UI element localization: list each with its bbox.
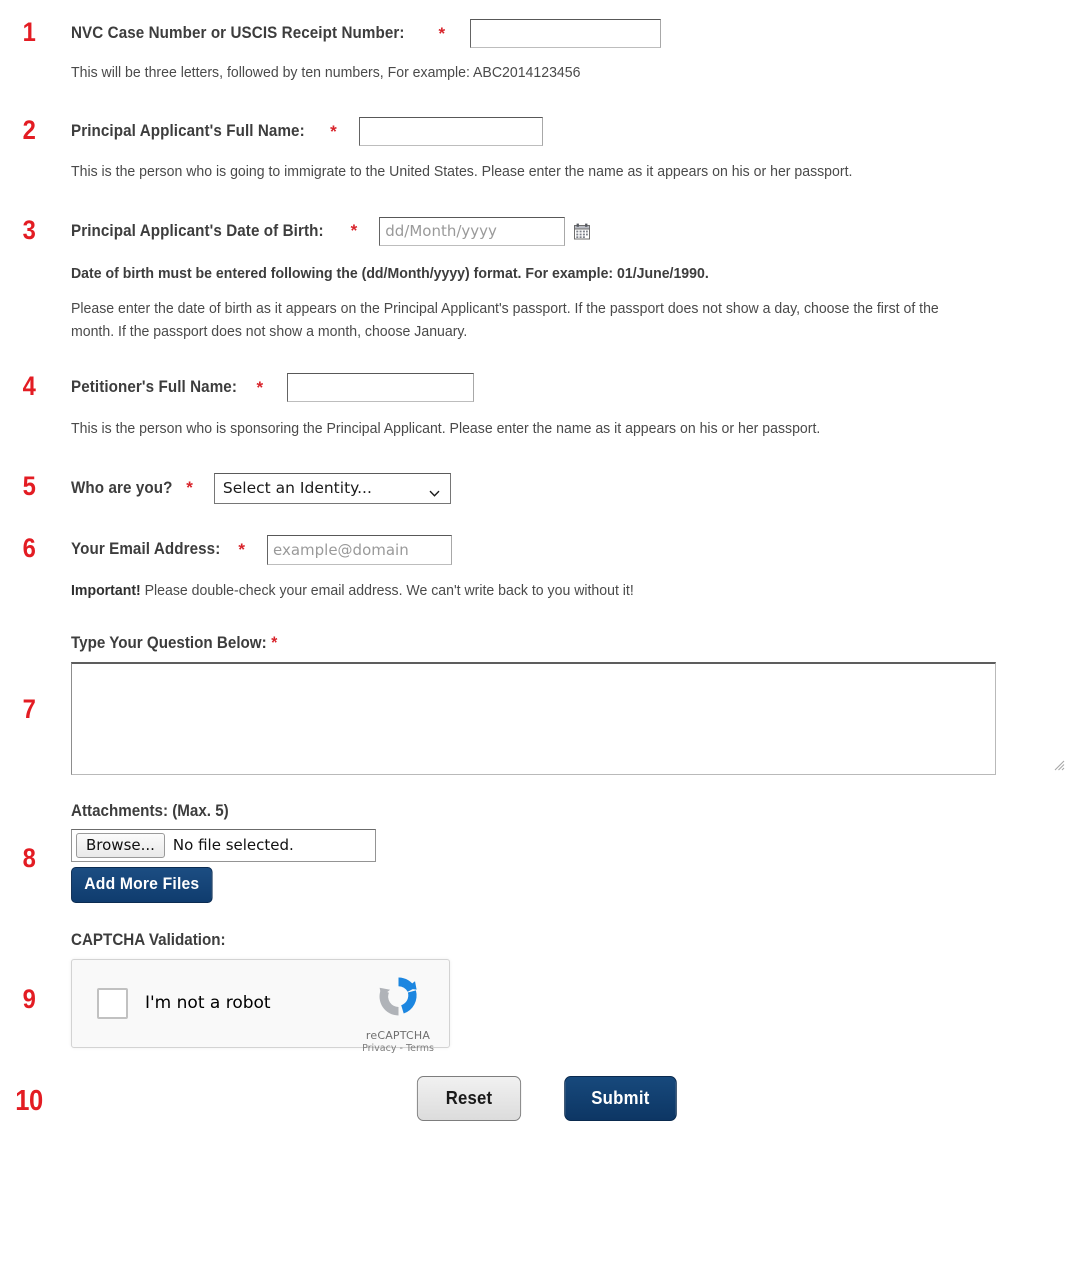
form-row-5 bbox=[0, 470, 1069, 504]
nvc-case-number-input[interactable] bbox=[470, 19, 661, 48]
nvc-case-number-label: NVC Case Number or USCIS Receipt Number: bbox=[71, 24, 405, 42]
reset-button[interactable]: Reset bbox=[417, 1076, 521, 1121]
nvc-case-number-help: This will be three letters, followed by ten numbers, For example: ABC2014123456 bbox=[71, 64, 581, 81]
file-status-text: No file selected. bbox=[172, 836, 294, 855]
date-of-birth-help: Please enter the date of birth as it appears on the Principal Applicant's passport. If the passport does not show a day, choose the first of the month. If the passport does not show a month, choose January. bbox=[71, 299, 939, 340]
form-row-6 bbox=[0, 532, 1069, 565]
date-of-birth-format-help: Date of birth must be entered following the (dd/Month/yyyy) format. For example: 01/June/1990. bbox=[71, 264, 709, 282]
required-asterisk: * bbox=[330, 121, 337, 141]
petitioner-name-label: Petitioner's Full Name: bbox=[71, 378, 238, 397]
public-inquiry-form bbox=[0, 19, 1069, 1121]
who-are-you-label: Who are you? bbox=[71, 478, 173, 497]
required-asterisk: * bbox=[238, 539, 245, 559]
recaptcha-brand-name: reCAPTCHA bbox=[365, 1028, 431, 1042]
step-number-10: 10 bbox=[15, 1084, 43, 1117]
step-number-8: 8 bbox=[22, 842, 36, 873]
email-help bbox=[71, 579, 950, 602]
step-number-6: 6 bbox=[22, 532, 36, 563]
required-asterisk: * bbox=[350, 221, 358, 240]
petitioner-name-help: This is the person who is sponsoring the Principal Applicant. Please enter the name as it appears on his or her passport. bbox=[71, 420, 821, 438]
form-row-3 bbox=[0, 214, 1069, 246]
im-not-a-robot-checkbox[interactable] bbox=[97, 988, 128, 1019]
step-number-1: 1 bbox=[22, 17, 36, 47]
identity-select[interactable] bbox=[214, 473, 451, 504]
step-number-3: 3 bbox=[22, 214, 36, 245]
recaptcha-link-separator: - bbox=[396, 1042, 406, 1054]
principal-applicant-name-input[interactable] bbox=[359, 117, 543, 146]
recaptcha-privacy-link[interactable]: Privacy bbox=[362, 1042, 397, 1054]
form-row-4 bbox=[0, 373, 1069, 402]
form-row-2 bbox=[0, 117, 1069, 146]
date-of-birth-label: Principal Applicant's Date of Birth: bbox=[71, 221, 324, 240]
submit-button[interactable]: Submit bbox=[564, 1076, 676, 1121]
required-asterisk: * bbox=[186, 478, 193, 497]
required-asterisk: * bbox=[438, 23, 446, 43]
captcha-validation-label: CAPTCHA Validation: bbox=[71, 930, 226, 949]
step-number-7: 7 bbox=[22, 693, 36, 724]
principal-applicant-name-help: This is the person who is going to immigrate to the United States. Please enter the name as it appears on his or her passport. bbox=[71, 163, 853, 181]
add-more-files-button[interactable]: Add More Files bbox=[71, 867, 213, 903]
email-help-text: Please double-check your email address. We can't write back to you without it! bbox=[140, 581, 634, 599]
recaptcha-brand bbox=[356, 970, 440, 1054]
required-asterisk: * bbox=[256, 377, 264, 397]
question-label: Type Your Question Below: bbox=[71, 633, 267, 652]
step-number-5: 5 bbox=[22, 470, 36, 501]
date-of-birth-input[interactable] bbox=[379, 217, 565, 246]
browse-button[interactable]: Browse... bbox=[76, 833, 165, 858]
recaptcha-widget[interactable] bbox=[71, 959, 450, 1054]
recaptcha-logo-icon bbox=[372, 1010, 425, 1027]
required-asterisk: * bbox=[271, 632, 278, 652]
petitioner-name-input[interactable] bbox=[287, 373, 474, 402]
email-help-lead: Important! bbox=[71, 581, 141, 599]
step-number-9: 9 bbox=[22, 983, 36, 1014]
recaptcha-links bbox=[356, 1043, 440, 1054]
question-textarea[interactable] bbox=[71, 662, 996, 775]
step-number-4: 4 bbox=[22, 371, 36, 402]
calendar-icon[interactable] bbox=[574, 223, 590, 240]
email-address-label: Your Email Address: bbox=[71, 540, 221, 558]
recaptcha-terms-link[interactable]: Terms bbox=[405, 1042, 434, 1054]
attachments-label: Attachments: (Max. 5) bbox=[71, 801, 229, 820]
form-row-1 bbox=[0, 19, 1069, 48]
question-label-wrap bbox=[71, 633, 277, 653]
step-number-2: 2 bbox=[22, 115, 36, 146]
im-not-a-robot-label: I'm not a robot bbox=[145, 993, 271, 1014]
form-actions bbox=[413, 1076, 1069, 1121]
email-input[interactable] bbox=[267, 535, 452, 565]
resize-grip-icon[interactable] bbox=[1052, 758, 1065, 771]
principal-applicant-name-label: Principal Applicant's Full Name: bbox=[71, 122, 305, 141]
file-input[interactable] bbox=[71, 829, 376, 862]
